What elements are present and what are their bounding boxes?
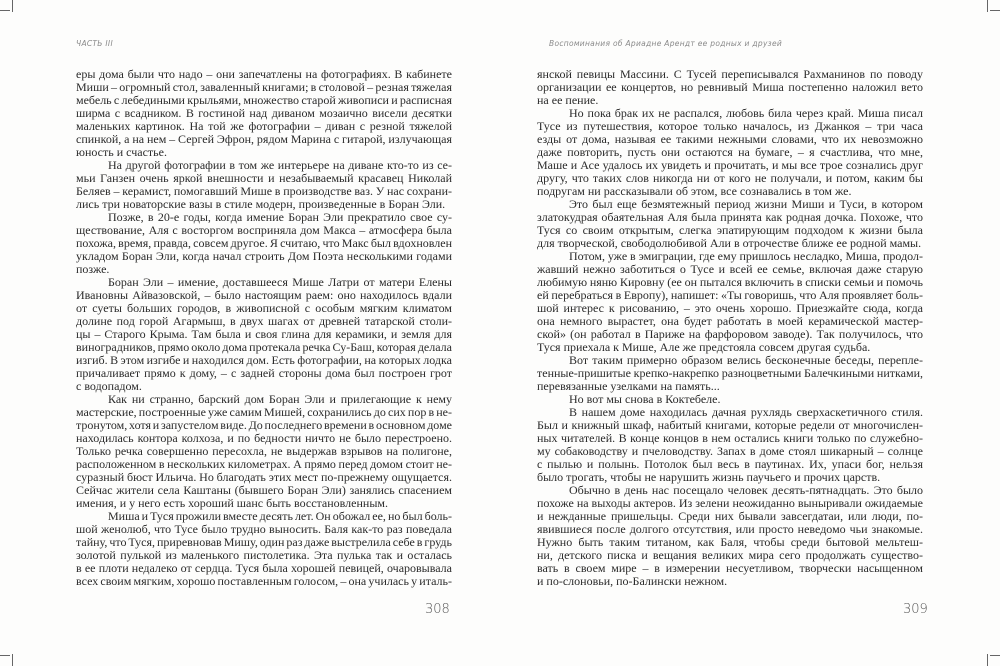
- right-page: [500, 0, 1000, 666]
- text-line: ни, детского писка и вещания великих мира сего продолжать существо-: [537, 548, 923, 562]
- text-line: она немного вырастет, она будет работать в моей керамической мастер-: [537, 314, 923, 328]
- paragraph: [537, 406, 923, 484]
- paragraph: [76, 211, 452, 276]
- text-line: причаливает прямо к дому, – с задней стороны дома был построен грот: [76, 366, 452, 380]
- text-line: похоже на выходы актеров. Из зелени неожиданно выныривали ожидаемые: [537, 496, 923, 510]
- text-line: лись три новаторские вазы в стиле модерн, произведенные в Боран Эли.: [76, 197, 446, 211]
- text-line: ществование, Аля с восторгом восприняла дом Макса – атмосфера была: [76, 223, 452, 237]
- text-line: Маше и Асе удалось их увидеть и прочитать, и мы все трое сознались друг: [537, 158, 923, 172]
- text-line: Вот таким примерно образом велись бесконечные беседы, перепле-: [569, 353, 923, 367]
- text-line: Туся приехала к Мише, Але же предстояла совсем другая судьба.: [537, 340, 871, 354]
- text-line: Но вот мы снова в Коктебеле.: [569, 392, 721, 406]
- text-line: Как ни странно, барский дом Боран Эли и прилегающие к нему: [108, 392, 452, 406]
- left-page-body: [76, 68, 452, 588]
- text-line: жавший нежно заботиться о Тусе и всей ее семье, включая даже старую: [537, 262, 923, 276]
- right-page-body: [537, 68, 923, 588]
- crop-mark: [987, 0, 988, 12]
- text-line: Обычно в день нас посещало человек десять-пятнадцать. Это было: [569, 483, 923, 497]
- crop-mark: [12, 0, 13, 12]
- text-line: с водопадом.: [76, 379, 142, 393]
- page-number-right: 309: [903, 602, 928, 617]
- text-line: перевязанные узелками на память...: [537, 379, 720, 393]
- paragraph: [537, 107, 923, 198]
- text-line: вать в своем мире – в измерении несуетливом, творчески насыщенном: [537, 561, 923, 575]
- page-number-left: 308: [425, 602, 450, 617]
- text-line: маленьких картинок. На той же фотографии – диван с резной тяжелой: [76, 119, 452, 133]
- text-line: подругам ни рассказывали об этом, все сознавались в том же.: [537, 184, 852, 198]
- crop-mark: [990, 655, 1000, 656]
- text-line: ширма с всадником. В гостиной над диваном мозаично висели десятки: [76, 106, 452, 120]
- running-head-left: ЧАСТЬ III: [76, 39, 113, 48]
- paragraph: [537, 68, 923, 107]
- text-line: златокудрая обаятельная Аля была принята как родная дочка. Похоже, что: [537, 210, 923, 224]
- paragraph: [537, 250, 923, 354]
- text-line: еры дома были что надо – они запечатлены на фотографиях. В кабинете: [76, 67, 452, 81]
- text-line: Был и книжный шкаф, набитый книгами, которые редели от многочислен-: [537, 418, 923, 432]
- text-line: имения, и у него есть хороший шанс быть восстановленным.: [76, 496, 388, 510]
- crop-mark: [0, 10, 10, 11]
- text-line: от суеты больших городов, в живописной с особым мягким климатом: [76, 301, 452, 315]
- text-line: шой интерес к рисованию, – это очень хорошо. Приезжайте сюда, когда: [537, 301, 923, 315]
- paragraph: [537, 198, 923, 250]
- text-line: расположенном в нескольких километрах. А прямо перед домом стоит не-: [76, 457, 452, 471]
- text-line: всех своим мягким, хорошо поставленным голосом, – она училась у италь-: [76, 574, 453, 588]
- text-line: му собаководству и пчеловодству. Запах в доме стоял шикарный – солнце: [537, 444, 923, 458]
- text-line: изгиб. В этом изгибе и находился дом. Есть фотографии, на которых лодка: [76, 353, 452, 367]
- text-line: Ивановны Айвазовской, – было настоящим раем: оно находилось вдали: [76, 288, 452, 302]
- text-line: цы – Старого Крыма. Там была и своя глина для керамики, и земля для: [76, 327, 452, 341]
- crop-mark: [0, 655, 10, 656]
- text-line: Боран Эли – имение, доставшееся Мише Латри от матери Елены: [108, 275, 452, 289]
- paragraph: [76, 159, 452, 211]
- crop-mark: [12, 654, 13, 666]
- text-line: на ее пение.: [537, 93, 599, 107]
- text-line: виноградников, прямо около дома протекала речка Су-Баш, которая делала: [76, 340, 452, 354]
- paragraph: [537, 354, 923, 393]
- text-line: Это был еще безмятежный период жизни Миши и Туси, в котором: [569, 197, 923, 211]
- paragraph: [76, 276, 452, 393]
- crop-mark: [990, 10, 1000, 11]
- text-line: долине под горой Агармыш, в двух шагах от древней татарской столи-: [76, 314, 452, 328]
- text-line: юность и счастье.: [76, 145, 167, 159]
- text-line: было трогать, чтобы не нарушить жизнь паучьего и прочих царств.: [537, 470, 881, 484]
- text-line: с пылью и полынь. Потолок был весь в паутинах. Их, упаси бог, нельзя: [537, 457, 923, 471]
- text-line: находилась контора колхоза, и по бедности ничто не было перестроено.: [76, 431, 452, 445]
- text-line: в ее плоти недалеко от сердца. Туся была хорошей певицей, очаровывала: [76, 561, 452, 575]
- text-line: На другой фотографии в том же интерьере на диване кто-то из се-: [108, 158, 452, 172]
- text-line: золотой пулькой из маленького пистолетика. Эта пулька так и осталась: [76, 548, 452, 562]
- text-line: Потом, уже в эмиграции, где ему пришлось несладко, Миша, продол-: [569, 249, 923, 263]
- text-line: Миши – огромный стол, заваленный книгами; в столовой – резная тяжелая: [76, 80, 452, 94]
- text-line: тронутом, хотя и запустелом виде. До последнего времени в основном доме: [76, 418, 453, 432]
- text-line: тайну, что Туся, приревновав Мишу, один раз даже выстрелила себе в грудь: [76, 535, 453, 549]
- paragraph: [76, 393, 452, 510]
- text-line: любимую няню Кировну (ее он пытался включить в списки семьи и помочь: [537, 275, 923, 289]
- text-line: ей перебраться в Европу), напишет: «Ты говоришь, что Аля проявляет боль-: [537, 288, 923, 302]
- text-line: езды от дома, называя ее такими нежными словами, что их невозможно: [537, 132, 923, 146]
- text-line: суразный бюст Ильича. Но благодать этих мест по-прежнему ощущается.: [76, 470, 452, 484]
- text-line: похожа, время, правда, совсем другое. Я считаю, что Макс был вдохновлен: [76, 236, 452, 250]
- text-line: и по-слоновьи, по-Балински нежном.: [537, 574, 728, 588]
- text-line: и нежданные пришельцы. Среди них бывали завсегдатаи, или люди, по-: [537, 509, 923, 523]
- text-line: Только речка совершенно пересохла, не выдержав взрывов на полигоне,: [76, 444, 452, 458]
- paragraph: [76, 68, 452, 159]
- text-line: шой женолюб, что Тусе было трудно выносить. Баля как-то раз поведала: [76, 522, 452, 536]
- text-line: организации ее концертов, но ревнивый Миша постепенно наложил вето: [537, 80, 923, 94]
- text-line: Нужно быть таким титаном, как Баля, чтобы среди бытовой мельтеш-: [537, 535, 923, 549]
- text-line: позже.: [76, 262, 110, 276]
- text-line: Туся со своим открытым, слегка эпатирующим подходом к жизни была: [537, 223, 923, 237]
- paragraph: [537, 484, 923, 588]
- running-head-right: Воспоминания об Ариадне Арендт ее родных и друзей: [549, 39, 783, 48]
- text-line: тенные-пришитые крепко-накрепко разноцветными Балечкиными нитками,: [537, 366, 923, 380]
- text-line: В нашем доме находилась дачная рухлядь сверхаскетичного стиля.: [569, 405, 923, 419]
- text-line: янской певицы Массини. С Тусей переписывался Рахманинов по поводу: [537, 67, 923, 81]
- text-line: мьи Ганзен очень яркой внешности и незабываемый красавец Николай: [76, 171, 452, 185]
- text-line: Миша и Туся прожили вместе десять лет. Он обожал ее, но был боль-: [108, 509, 452, 523]
- text-line: для творческой, свободолюбивой Али в отрочестве ближе ее родной мамы.: [537, 236, 922, 250]
- text-line: укладом Боран Эли, когда начал строить Дом Поэта несколькими годами: [76, 249, 452, 263]
- paragraph: [76, 510, 452, 588]
- text-line: Сейчас жители села Каштаны (бывшего Боран Эли) занялись спасением: [76, 483, 452, 497]
- text-line: спинкой, а на нем – Сергей Эфрон, рядом Марина с гитарой, излучающая: [76, 132, 452, 146]
- text-line: Но пока брак их не распался, любовь била через край. Миша писал: [569, 106, 923, 120]
- text-line: ных читателей. В конце концов в нем остались книги только по служебно-: [537, 431, 923, 445]
- text-line: другу, что таких слов никогда ни от кого не получали, и потом, каким бы: [537, 171, 923, 185]
- text-line: явившиеся после долгого отсутствия, или просто неведомо чьи знакомые.: [537, 522, 923, 536]
- crop-mark: [987, 654, 988, 666]
- text-line: мебель с лебедиными крыльями, множество старой живописи и расписная: [76, 93, 452, 107]
- text-line: мастерские, построенные уже самим Мишей, сохранились до сих пор в не-: [76, 405, 452, 419]
- text-line: Тусе из путешествия, которое только началось, из Джанкоя – три часа: [537, 119, 923, 133]
- text-line: Беляев – керамист, помогавший Мише в производстве ваз. У нас сохрани-: [76, 184, 452, 198]
- text-line: ской» (он работал в Париже на фарфоровом заводе). Так получилось, что: [537, 327, 923, 341]
- text-line: Позже, в 20-е годы, когда имение Боран Эли прекратило свое су-: [108, 210, 452, 224]
- text-line: даже повторить, пусть они остаются на бумаге, – я счастлива, что мне,: [537, 145, 923, 159]
